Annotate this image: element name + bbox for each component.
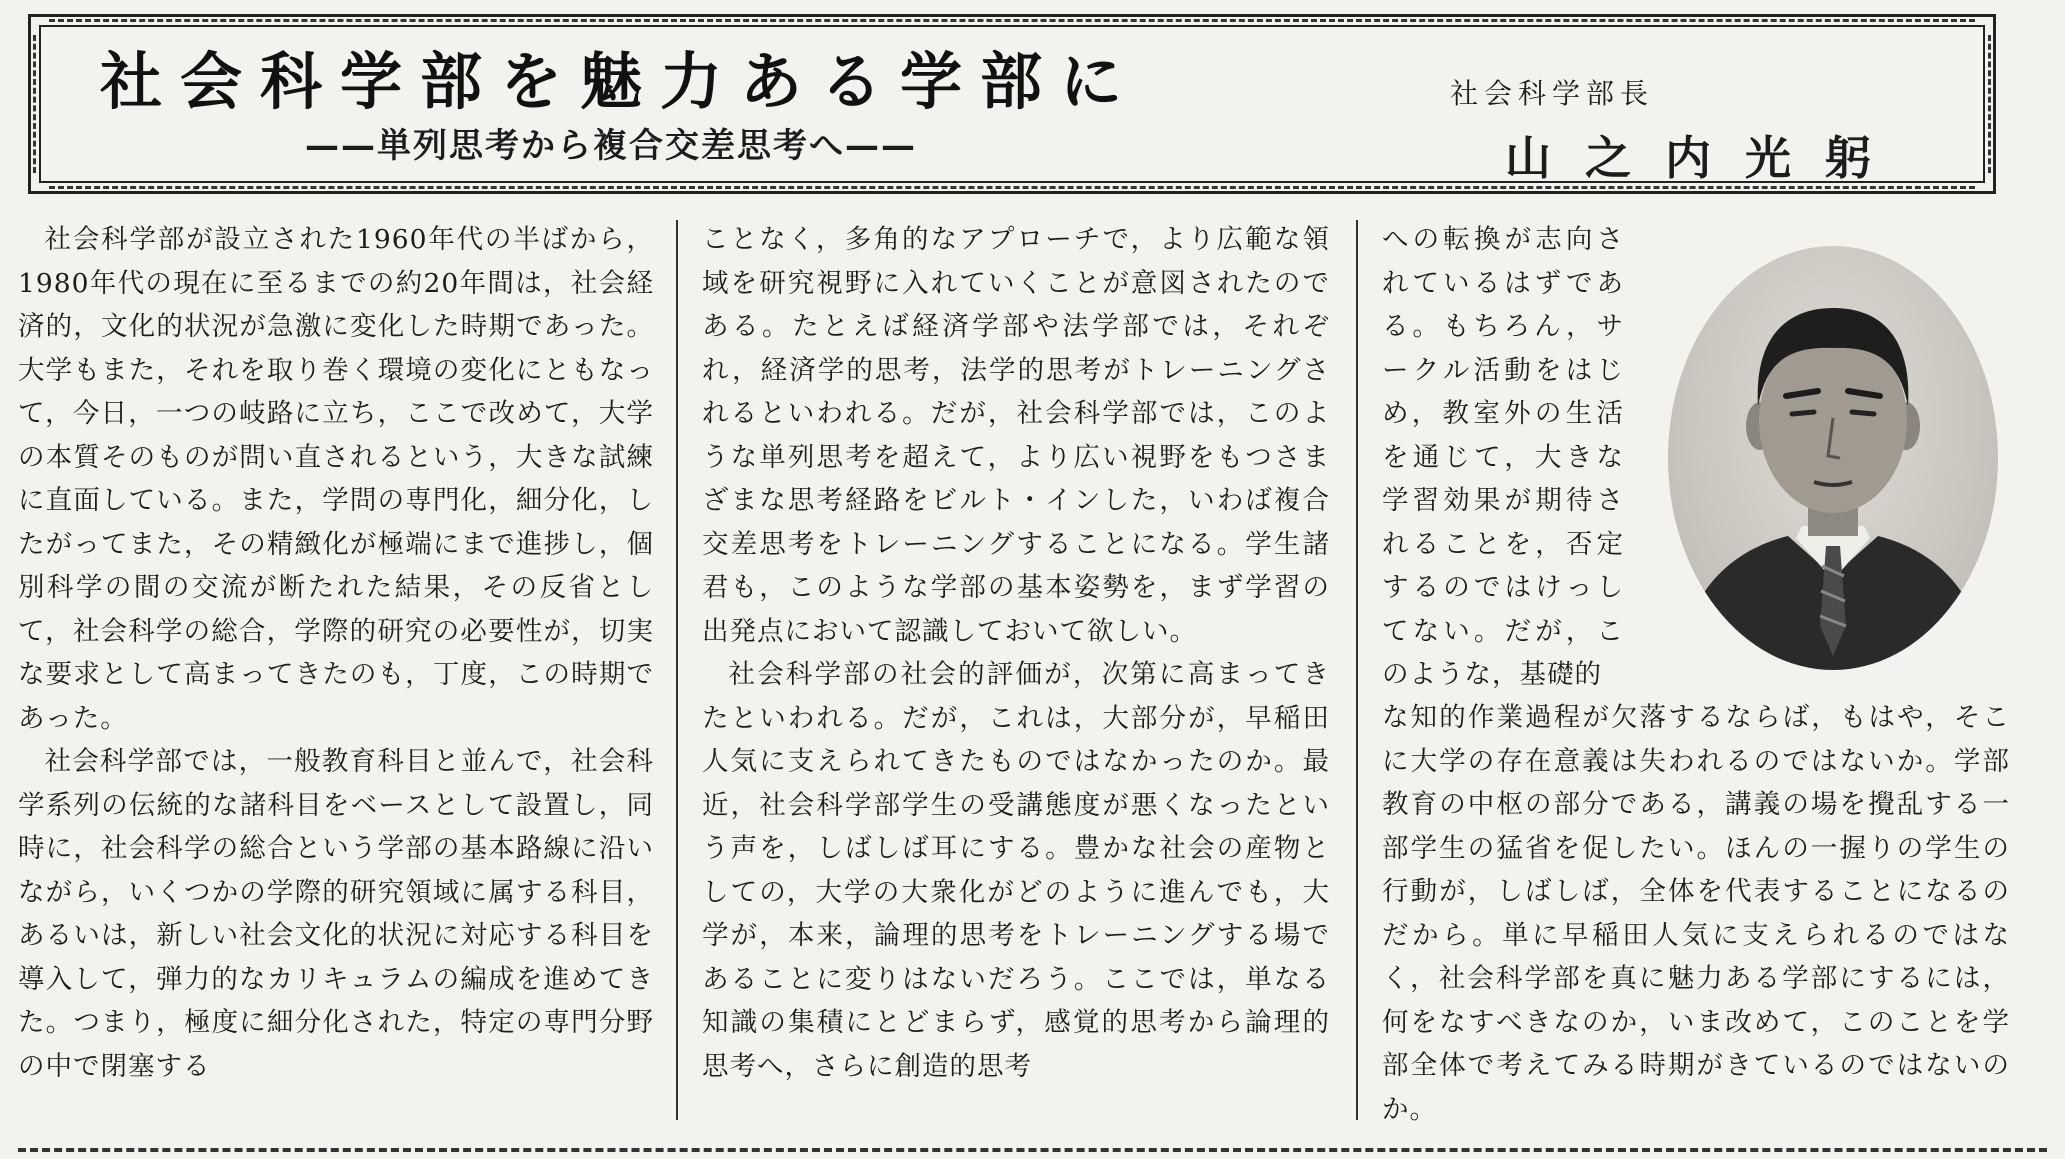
article-column-1 (18, 218, 654, 1088)
author-portrait-photo (1668, 246, 1998, 670)
portrait-illustration (1668, 246, 1998, 670)
paragraph: な知的作業過程が欠落するならば，もはや，そこに大学の存在意義は失われるのではないか。学部教育の中枢の部分である，講義の場を攪乱する一部学生の猛省を促したい。ほんの一握りの学生の行動が，しばしば，全体を代表することになるのだから。単に早稲田人気に支えられるのではなく，社会科学部を真に魅力ある学部にするには，何をなすべきなのか，いま改めて，このことを学部全体で考えてみる時期がきているのではないのか。 (1382, 702, 2010, 1125)
paragraph: 社会科学部の社会的評価が，次第に高まってきたといわれる。だが，これは，大部分が，早稲田人気に支えられてきたものではなかったのか。最近，社会科学部学生の受講態度が悪くなったという声を，しばしば耳にする。豊かな社会の産物としての，大学の大衆化がどのように進んでも，大学が，本来，論理的思考をトレーニングする場であることに変りはないだろう。ここでは，単なる知識の集積にとどまらず，感覚的思考から論理的思考へ，さらに創造的思考 (702, 659, 1330, 1082)
article-column-2 (702, 218, 1330, 1088)
column-divider-2 (1356, 220, 1358, 1120)
article-column-3-upper (1382, 218, 1624, 697)
article-title: 社会科学部を魅力ある学部に (100, 45, 1141, 118)
paragraph: 社会科学部では，一般教育科目と並んで，社会科学系列の伝統的な諸科目をベースとして設置し，同時に，社会科学の総合という学部の基本路線に沿いながら，いくつかの学際的研究領域に属する科目，あるいは，新しい社会文化的状況に対応する科目を導入して，弾力的なカリキュラムの編成を進めてきた。つまり，極度に細分化された，特定の専門分野の中で閉塞する (18, 746, 654, 1082)
paragraph: ことなく，多角的なアプローチで，より広範な領域を研究視野に入れていくことが意図されたのである。たとえば経済学部や法学部では，それぞれ，経済学的思考，法学的思考がトレーニングされるといわれる。だが，社会科学部では，このような単列思考を超えて，より広い視野をもつさまざまな思考経路をビルト・インした，いわば複合交差思考をトレーニングすることになる。学生諸君も，このような学部の基本姿勢を，まず学習の出発点において認識しておいて欲しい。 (702, 224, 1330, 647)
header-border-top (49, 19, 1975, 22)
article-subtitle: ——単列思考から複合交差思考へ—— (305, 126, 917, 166)
page-bottom-border (18, 1148, 2047, 1152)
column-divider-1 (676, 220, 678, 1120)
header-border-left (33, 35, 36, 173)
paragraph: への転換が志向されているはずである。もちろん，サークル活動をはじめ，教室外の生活を通じて，大きな学習効果が期待されることを，否定するのではけっしてない。だが，このような，基礎的 (1382, 224, 1624, 690)
author-name: 山之内光躬 (1505, 131, 1905, 185)
article-column-3-lower (1382, 696, 2010, 1131)
paragraph: 社会科学部が設立された1960年代の半ばから，1980年代の現在に至るまでの約20年間は，社会経済的，文化的状況が急激に変化した時期であった。大学もまた，それを取り巻く環境の変化にともなって，今日，一つの岐路に立ち，ここで改めて，大学の本質そのものが問い直されるという，大きな試練に直面している。また，学問の専門化，細分化，したがってまた，その精緻化が極端にまで進捗し，個別科学の間の交流が断たれた結果，その反省として，社会科学の総合，学際的研究の必要性が，切実な要求として高まってきたのも，丁度，この時期であった。 (18, 224, 654, 734)
author-role: 社会科学部長 (1450, 77, 1655, 110)
header-border-right (1988, 35, 1991, 173)
